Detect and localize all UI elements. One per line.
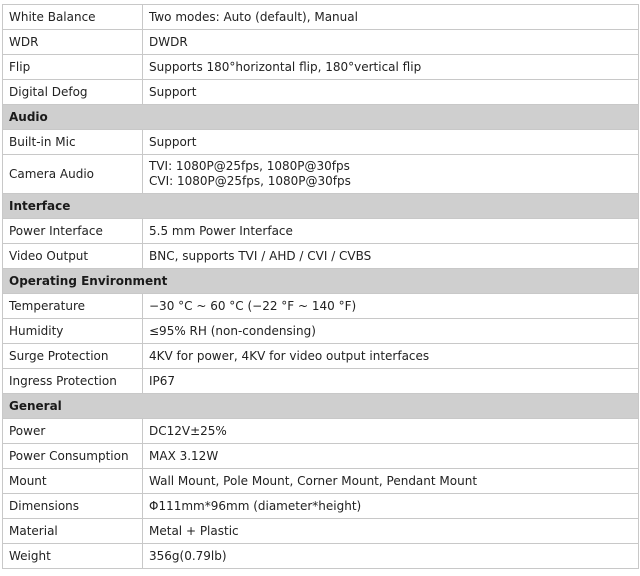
- spec-label: Power Consumption: [3, 444, 143, 469]
- spec-value: IP67: [143, 369, 639, 394]
- spec-value: BNC, supports TVI / AHD / CVI / CVBS: [143, 244, 639, 269]
- section-header-row: [3, 394, 639, 419]
- spec-row: [3, 494, 639, 519]
- spec-label: Surge Protection: [3, 344, 143, 369]
- spec-row: [3, 519, 639, 544]
- spec-value: Two modes: Auto (default), Manual: [143, 5, 639, 30]
- spec-label: Power: [3, 419, 143, 444]
- spec-label: Camera Audio: [3, 155, 143, 194]
- spec-label: Temperature: [3, 294, 143, 319]
- spec-value: ≤95% RH (non-condensing): [143, 319, 639, 344]
- spec-label: Mount: [3, 469, 143, 494]
- spec-row: [3, 544, 639, 569]
- spec-value: −30 °C ~ 60 °C (−22 °F ~ 140 °F): [143, 294, 639, 319]
- spec-row: [3, 30, 639, 55]
- spec-value: DC12V±25%: [143, 419, 639, 444]
- spec-row: [3, 155, 639, 194]
- section-header-row: [3, 105, 639, 130]
- spec-row: [3, 5, 639, 30]
- spec-value-line: TVI: 1080P@25fps, 1080P@30fps: [149, 159, 350, 173]
- section-header-row: [3, 269, 639, 294]
- spec-row: [3, 319, 639, 344]
- spec-row: [3, 344, 639, 369]
- spec-label: Built-in Mic: [3, 130, 143, 155]
- spec-value: 4KV for power, 4KV for video output interfaces: [143, 344, 639, 369]
- spec-value: Wall Mount, Pole Mount, Corner Mount, Pendant Mount: [143, 469, 639, 494]
- spec-value-line: CVI: 1080P@25fps, 1080P@30fps: [149, 174, 351, 188]
- spec-row: [3, 130, 639, 155]
- spec-label: Video Output: [3, 244, 143, 269]
- section-title: Operating Environment: [3, 269, 639, 294]
- spec-value: Support: [143, 130, 639, 155]
- spec-label: Material: [3, 519, 143, 544]
- spec-label: Flip: [3, 55, 143, 80]
- spec-row: [3, 244, 639, 269]
- spec-table-body: [3, 5, 639, 569]
- spec-value: Metal + Plastic: [143, 519, 639, 544]
- spec-table: [2, 4, 639, 569]
- spec-value: Supports 180°horizontal flip, 180°vertical flip: [143, 55, 639, 80]
- spec-value: Support: [143, 80, 639, 105]
- spec-value: [143, 155, 639, 194]
- spec-label: Weight: [3, 544, 143, 569]
- section-title: Audio: [3, 105, 639, 130]
- spec-row: [3, 55, 639, 80]
- section-title: General: [3, 394, 639, 419]
- spec-label: White Balance: [3, 5, 143, 30]
- spec-row: [3, 469, 639, 494]
- spec-value: MAX 3.12W: [143, 444, 639, 469]
- spec-row: [3, 419, 639, 444]
- spec-row: [3, 80, 639, 105]
- spec-row: [3, 219, 639, 244]
- spec-label: Power Interface: [3, 219, 143, 244]
- spec-value: DWDR: [143, 30, 639, 55]
- spec-label: Ingress Protection: [3, 369, 143, 394]
- spec-label: Humidity: [3, 319, 143, 344]
- section-title: Interface: [3, 194, 639, 219]
- section-header-row: [3, 194, 639, 219]
- spec-row: [3, 444, 639, 469]
- spec-row: [3, 369, 639, 394]
- spec-label: Dimensions: [3, 494, 143, 519]
- spec-label: WDR: [3, 30, 143, 55]
- spec-value: Φ111mm*96mm (diameter*height): [143, 494, 639, 519]
- spec-value: 5.5 mm Power Interface: [143, 219, 639, 244]
- spec-label: Digital Defog: [3, 80, 143, 105]
- spec-row: [3, 294, 639, 319]
- spec-value: 356g(0.79lb): [143, 544, 639, 569]
